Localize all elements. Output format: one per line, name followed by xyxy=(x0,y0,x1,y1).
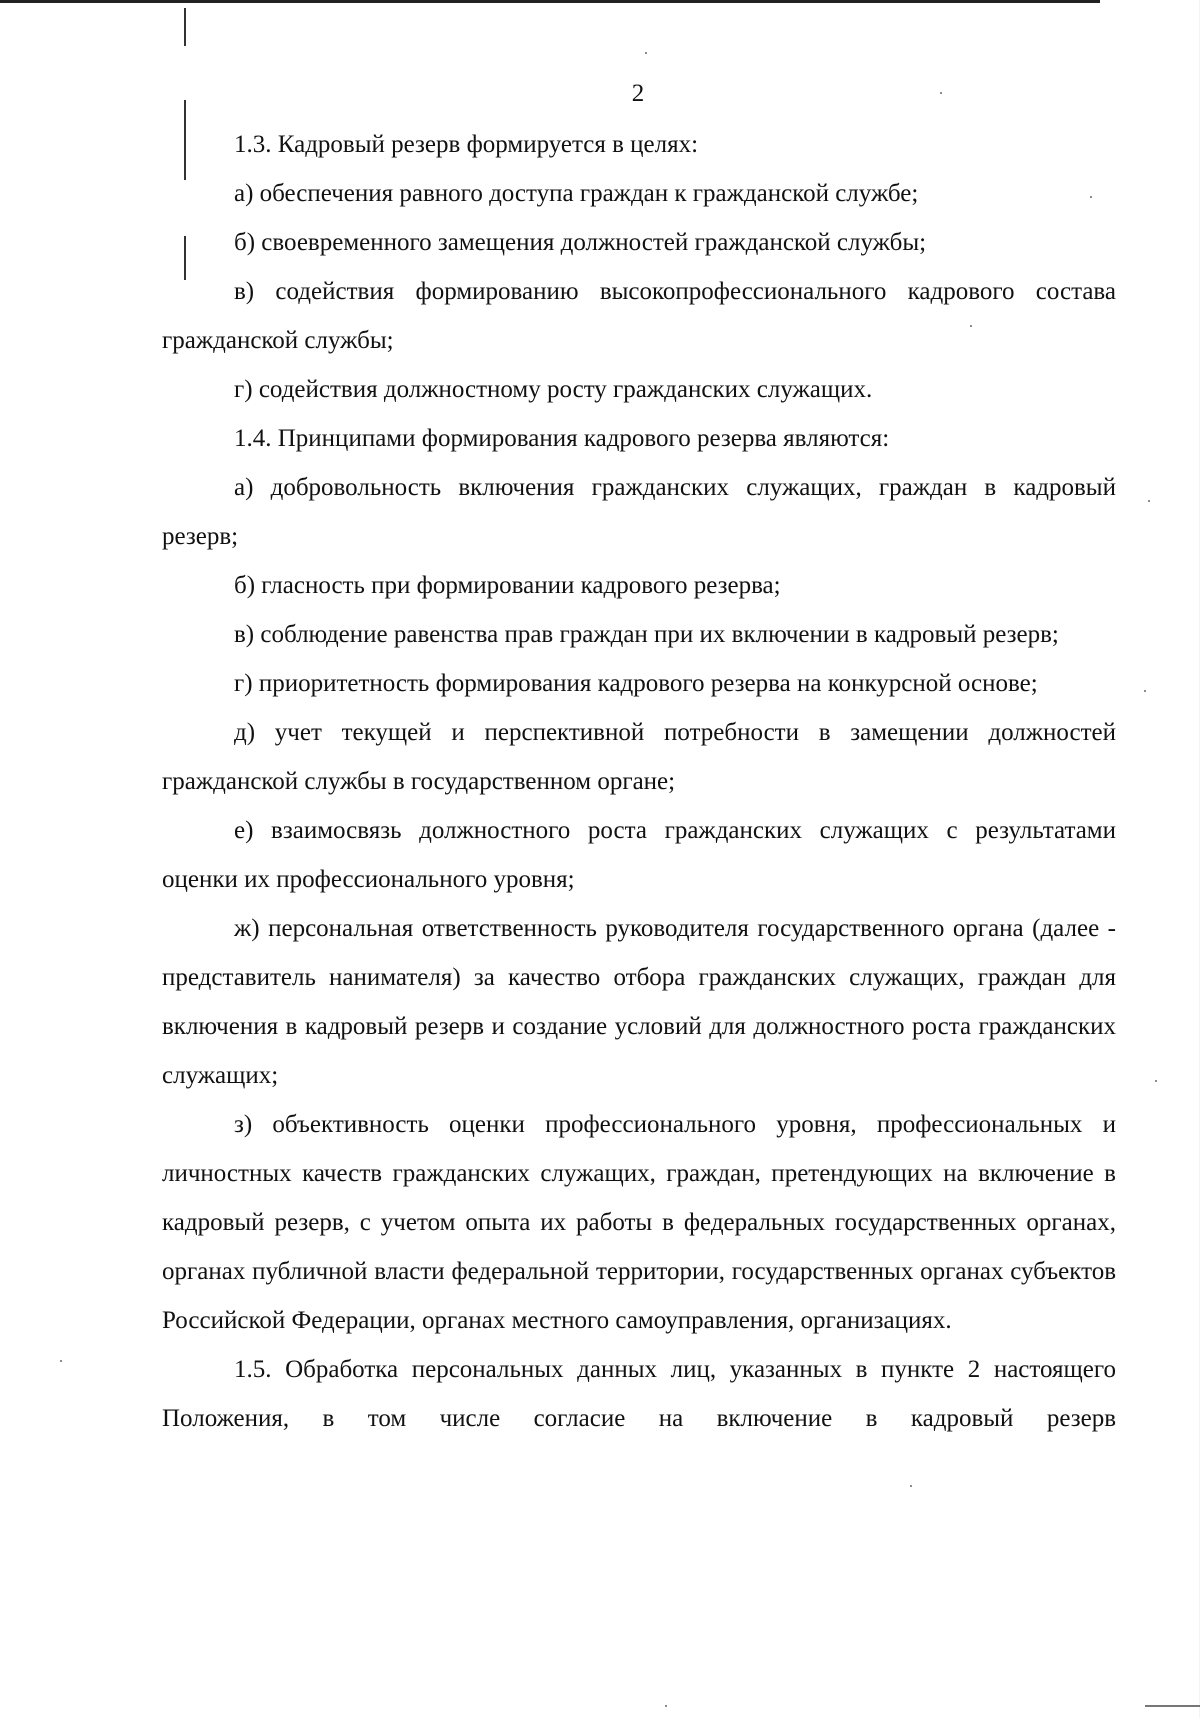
document-body xyxy=(162,120,1116,1443)
scan-speck xyxy=(1155,1080,1157,1082)
scan-speck xyxy=(1144,690,1146,692)
scan-speck xyxy=(970,325,972,327)
paragraph: д) учет текущей и перспективной потребности в замещении должностей гражданской службы в государственном органе; xyxy=(162,719,1116,795)
paragraph: г) содействия должностному росту гражданских служащих. xyxy=(234,376,873,403)
scan-speck xyxy=(940,92,942,94)
paragraph: е) взаимосвязь должностного роста гражданских служащих с результатами оценки их профессионального уровня; xyxy=(162,817,1116,893)
scan-speck xyxy=(910,1485,912,1487)
paragraph: ж) персональная ответственность руководителя государственного органа (далее - представитель нанимателя) за качество отбора гражданских служащих, граждан для включения в кадровый резерв и создание условий для должностного роста гражданских служащих; xyxy=(162,915,1116,1089)
paragraph: 1.3. Кадровый резерв формируется в целях: xyxy=(234,131,699,158)
paragraph: а) обеспечения равного доступа граждан к гражданской службе; xyxy=(234,180,919,207)
top-border-line xyxy=(0,0,1100,3)
scan-speck xyxy=(1148,500,1150,502)
paragraph: в) содействия формированию высокопрофессионального кадрового состава гражданской службы; xyxy=(162,278,1116,354)
paragraph: а) добровольность включения гражданских служащих, граждан в кадровый резерв; xyxy=(162,474,1116,550)
paragraph: г) приоритетность формирования кадрового резерва на конкурсной основе; xyxy=(234,670,1038,697)
paragraph: в) соблюдение равенства прав граждан при их включении в кадровый резерв; xyxy=(234,621,1059,648)
scan-speck xyxy=(60,1360,62,1362)
scan-artifact-line xyxy=(1145,1705,1200,1707)
page-number: 2 xyxy=(631,80,645,107)
paragraph: б) гласность при формировании кадрового резерва; xyxy=(234,572,781,599)
paragraph: 1.5. Обработка персональных данных лиц, указанных в пункте 2 настоящего Положения, в том числе согласие на включение в кадровый резерв xyxy=(162,1356,1116,1432)
scan-speck xyxy=(665,1705,667,1707)
paragraph: 1.4. Принципами формирования кадрового резерва являются: xyxy=(234,425,890,452)
scan-speck xyxy=(1090,196,1092,198)
paragraph: з) объективность оценки профессионального уровня, профессиональных и личностных качеств гражданских служащих, граждан, претендующих на включение в кадровый резерв, с учетом опыта их работы в федеральных государственных органах, органах публичной власти федеральной территории, государственных органах субъектов Российской Федерации, органах местного самоуправления, организациях. xyxy=(162,1111,1116,1334)
paragraph: б) своевременного замещения должностей гражданской службы; xyxy=(234,229,927,256)
margin-mark xyxy=(184,8,186,46)
scan-speck xyxy=(645,52,647,54)
